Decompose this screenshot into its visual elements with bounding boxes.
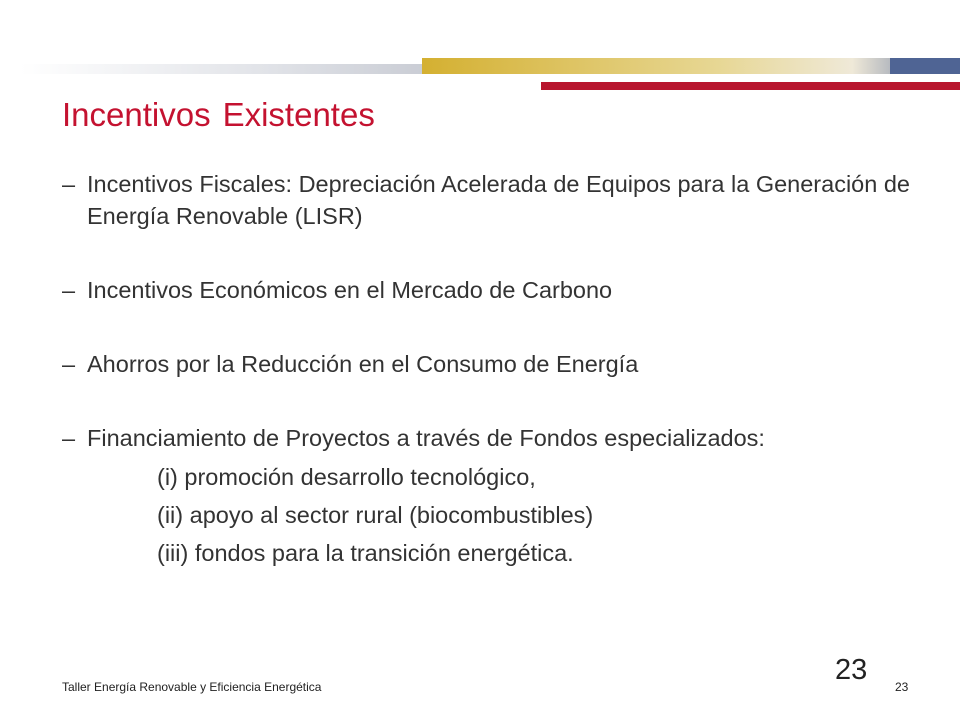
bullet-content xyxy=(87,422,922,572)
header-decoration-bands xyxy=(0,0,960,100)
bullet-text: Incentivos Económicos en el Mercado de Carbono xyxy=(87,277,613,303)
bullet-list xyxy=(62,168,922,614)
blue-band-end xyxy=(890,58,960,74)
bullet-dash: – xyxy=(62,171,76,197)
slide-title xyxy=(62,95,375,135)
slide-number-small: 23 xyxy=(895,680,909,694)
slide-title-part2: Existentes xyxy=(222,96,375,133)
bullet-item xyxy=(62,274,922,306)
bullet-text: Financiamiento de Proyectos a través de Fondos especializados: xyxy=(87,425,765,451)
bullet-text: Incentivos Fiscales: Depreciación Acelerada de Equipos para la Generación de Energía Renovable (LISR) xyxy=(87,171,910,229)
slide-title-part1: Incentivos xyxy=(62,96,211,133)
footer-text: Taller Energía Renovable y Eficiencia Energética xyxy=(62,680,322,694)
bullet-dash: – xyxy=(62,277,76,303)
bullet-item xyxy=(62,422,922,572)
bullet-dash: – xyxy=(62,425,76,451)
sub-bullet-list xyxy=(87,458,922,572)
bullet-item xyxy=(62,168,922,232)
sub-bullet-item: (ii) apoyo al sector rural (biocombustibles) xyxy=(157,502,594,528)
bullet-text: Ahorros por la Reducción en el Consumo de Energía xyxy=(87,351,639,377)
bullet-dash: – xyxy=(62,351,76,377)
red-band xyxy=(541,82,960,90)
gold-blue-gradient-band xyxy=(422,58,960,74)
slide-number-large: 23 xyxy=(835,654,868,686)
silver-gradient-band xyxy=(20,64,430,74)
sub-bullet-item: (i) promoción desarrollo tecnológico, xyxy=(157,464,536,490)
bullet-item xyxy=(62,348,922,380)
sub-bullet-item: (iii) fondos para la transición energética. xyxy=(157,540,574,566)
